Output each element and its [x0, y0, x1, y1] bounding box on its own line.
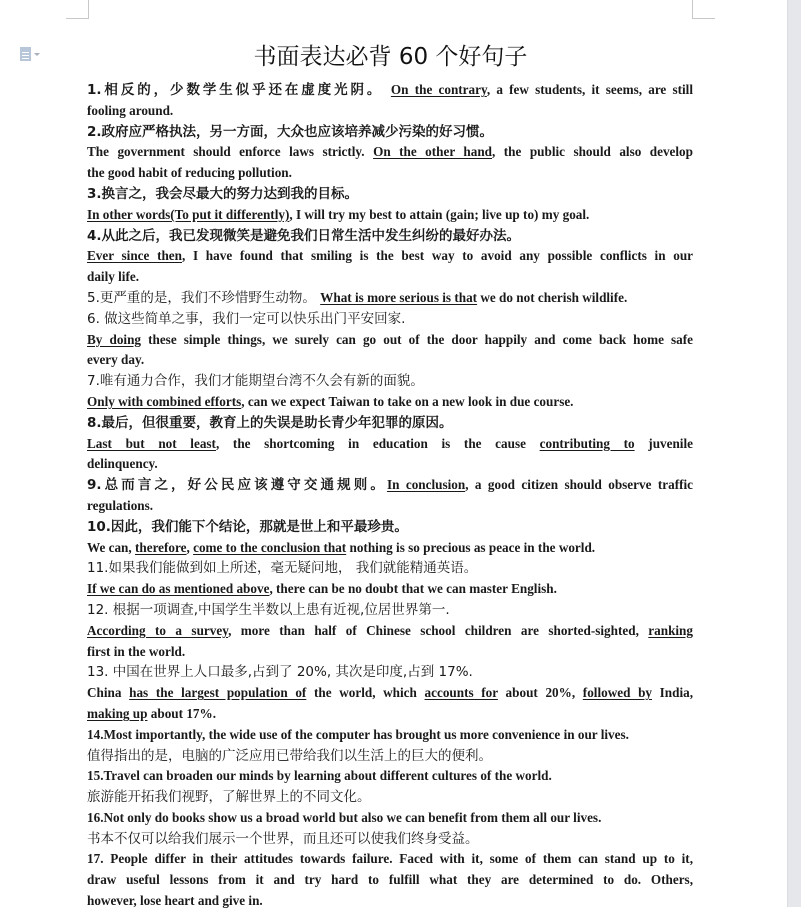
text-run: however, lose heart and give in.	[87, 893, 263, 909]
text-run: , can we expect Taiwan to take on a new look in due course.	[241, 393, 574, 409]
english-sentence-line	[87, 142, 693, 163]
text-run: nothing is so precious as peace in the world.	[346, 539, 596, 555]
english-sentence-line	[87, 205, 693, 226]
english-sentence-line	[87, 475, 693, 496]
chinese-sentence-line	[87, 517, 693, 538]
english-sentence-line	[87, 350, 693, 371]
text-run: 16.Not only do books show us a broad world but also we can benefit from them all our lives.	[87, 809, 602, 825]
underlined-phrase: contributing to	[539, 435, 635, 451]
text-run: fooling around.	[87, 102, 174, 118]
english-sentence-line	[87, 725, 693, 746]
text-run: 8.最后，但很重要，教育上的失误是助长青少年犯罪的原因。	[87, 414, 453, 431]
underlined-phrase: accounts for	[424, 685, 498, 701]
english-sentence-line	[87, 392, 693, 413]
chinese-sentence-line	[87, 600, 693, 621]
english-sentence-line	[87, 496, 693, 517]
underlined-phrase: Ever since then	[87, 248, 182, 264]
text-run: draw useful lessons from it and try hard to fulfill what they are determined to do. Others,	[87, 872, 693, 888]
text-run: 5.更严重的是，我们不珍惜野生动物。	[87, 289, 321, 306]
text-run: 1.相反的，少数学生似乎还在虚度光阴。	[87, 82, 391, 98]
chinese-sentence-line	[87, 184, 693, 205]
text-run: about 20%,	[497, 685, 583, 701]
text-run: 15.Travel can broaden our minds by learning about different cultures of the world.	[87, 768, 552, 784]
chinese-sentence-line	[87, 787, 693, 808]
text-run: delinquency.	[87, 456, 158, 472]
text-run: 14.Most importantly, the wide use of the computer has brought us more convenience in our lives.	[87, 726, 629, 742]
underlined-phrase: On the other hand	[373, 144, 493, 160]
document-body	[87, 80, 693, 912]
english-sentence-line	[87, 538, 693, 559]
text-run: the good habit of reducing pollution.	[87, 165, 292, 181]
text-run: 11.如果我们能做到如上所述，毫无疑问地， 我们就能精通英语。	[87, 560, 478, 577]
text-run: , the public should also develop	[492, 144, 693, 160]
english-sentence-line	[87, 704, 693, 725]
english-sentence-line	[87, 101, 693, 122]
chinese-sentence-line	[87, 371, 693, 392]
text-run: first in the world.	[87, 643, 186, 659]
underlined-phrase: Only with combined efforts	[87, 393, 242, 409]
text-run: , the shortcoming in education is the cause	[215, 435, 540, 451]
text-run: about 17%.	[147, 705, 216, 721]
english-sentence-line	[87, 288, 693, 309]
chinese-sentence-line	[87, 413, 693, 434]
text-run: these simple things, we surely can go out of the door happily and come back home safe	[141, 331, 693, 347]
text-run: 10.因此，我们能下个结论，那就是世上和平最珍贵。	[87, 518, 408, 535]
text-run: , I have found that smiling is the best way to avoid any possible conflicts in our	[182, 248, 693, 264]
text-run: 7.唯有通力合作，我们才能期望台湾不久会有新的面貌。	[87, 373, 424, 390]
text-run: 12. 根据一项调查,中国学生半数以上患有近视,位居世界第一.	[87, 601, 450, 618]
margin-corner-top-left	[66, 0, 89, 19]
english-sentence-line	[87, 870, 693, 891]
text-run: 6. 做这些简单之事，我们一定可以快乐出门平安回家.	[87, 310, 406, 327]
text-run: 13. 中国在世界上人口最多,占到了 20%, 其次是印度,占到 17%.	[87, 664, 473, 681]
english-sentence-line	[87, 891, 693, 912]
english-sentence-line	[87, 80, 693, 101]
english-sentence-line	[87, 683, 693, 704]
english-sentence-line	[87, 163, 693, 184]
underlined-phrase: By doing	[87, 331, 142, 347]
underlined-phrase: come to the conclusion that	[193, 539, 347, 555]
english-sentence-line	[87, 642, 693, 663]
english-sentence-line	[87, 246, 693, 267]
underlined-phrase: Last but not least	[87, 435, 216, 451]
english-sentence-line	[87, 267, 693, 288]
chinese-sentence-line	[87, 746, 693, 767]
text-run: juvenile	[634, 435, 693, 451]
text-run: 3.换言之，我会尽最大的努力达到我的目标。	[87, 185, 359, 202]
vertical-scrollbar[interactable]	[787, 0, 801, 907]
text-run: every day.	[87, 352, 145, 368]
text-run: , a good citizen should observe traffic	[465, 477, 693, 493]
english-sentence-line	[87, 766, 693, 787]
chinese-sentence-line	[87, 829, 693, 850]
chinese-sentence-line	[87, 122, 693, 143]
underlined-phrase: If we can do as mentioned above	[87, 581, 270, 597]
english-sentence-line	[87, 330, 693, 351]
english-sentence-line	[87, 579, 693, 600]
underlined-phrase: In conclusion	[386, 477, 466, 493]
underlined-phrase: In other words(To put it differently)	[87, 206, 290, 222]
text-run: We can,	[87, 539, 135, 555]
text-run: 书本不仅可以给我们展示一个世界，而且还可以使我们终身受益。	[87, 830, 479, 847]
text-run: 17. People differ in their attitudes towards failure. Faced with it, some of them can stand up to it,	[87, 851, 693, 867]
text-run: 旅游能开拓我们视野，了解世界上的不同文化。	[87, 789, 371, 806]
underlined-phrase: has the largest population of	[129, 685, 307, 701]
underlined-phrase: On the contrary	[390, 82, 487, 97]
text-run: , I will try my best to attain (gain; live up to) my goal.	[289, 206, 590, 222]
text-run: ,	[186, 539, 194, 555]
text-run: 9.总而言之，好公民应该遵守交通规则。	[87, 477, 387, 494]
english-sentence-line	[87, 849, 693, 870]
margin-corner-top-right	[692, 0, 715, 19]
page-title: 书面表达必背 60 个好句子	[253, 44, 528, 70]
underlined-phrase: followed by	[582, 685, 653, 701]
text-run: , more than half of Chinese school children are shorted-sighted,	[228, 622, 649, 638]
chinese-sentence-line	[87, 662, 693, 683]
chinese-sentence-line	[87, 558, 693, 579]
underlined-phrase: ranking	[648, 622, 693, 638]
text-run: , there can be no doubt that we can master English.	[269, 581, 557, 597]
text-run: 4.从此之后，我已发现微笑是避免我们日常生活中发生纠纷的最好办法。	[87, 227, 521, 244]
text-run: India,	[652, 685, 693, 701]
text-run: 值得指出的是，电脑的广泛应用已带给我们以生活上的巨大的便利。	[87, 747, 492, 764]
underlined-phrase: making up	[87, 705, 148, 721]
text-run: the world, which	[306, 685, 425, 701]
text-run: The government should enforce laws strictly.	[87, 144, 374, 160]
underlined-phrase: therefore	[134, 539, 187, 555]
text-run: we do not cherish wildlife.	[477, 289, 628, 305]
chinese-sentence-line	[87, 309, 693, 330]
text-run: daily life.	[87, 269, 140, 285]
english-sentence-line	[87, 434, 693, 455]
english-sentence-line	[87, 621, 693, 642]
text-run: regulations.	[87, 497, 154, 513]
english-sentence-line	[87, 454, 693, 475]
chinese-sentence-line	[87, 226, 693, 247]
text-run: , a few students, it seems, are still	[486, 82, 693, 97]
text-run: China	[87, 685, 130, 701]
english-sentence-line	[87, 808, 693, 829]
text-run: 2.政府应严格执法，另一方面，大众也应该培养减少污染的好习惯。	[87, 123, 494, 140]
underlined-phrase: What is more serious is that	[320, 289, 478, 305]
underlined-phrase: According to a survey	[87, 622, 229, 638]
